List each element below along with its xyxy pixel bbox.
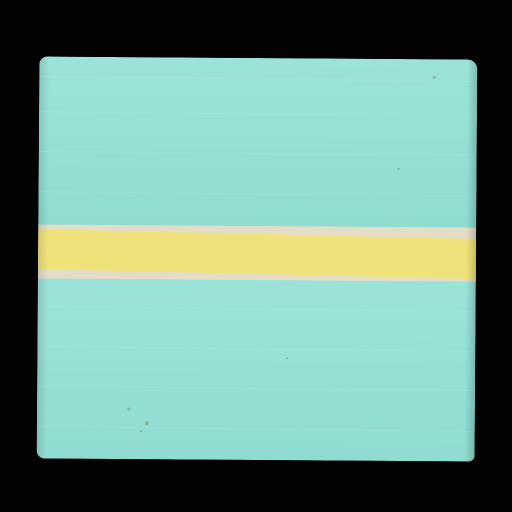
right-edge-shadow	[465, 59, 478, 461]
turquoise-field-top	[38, 56, 477, 231]
ribbon-swatch	[37, 56, 478, 461]
turquoise-field-bottom	[37, 274, 476, 461]
